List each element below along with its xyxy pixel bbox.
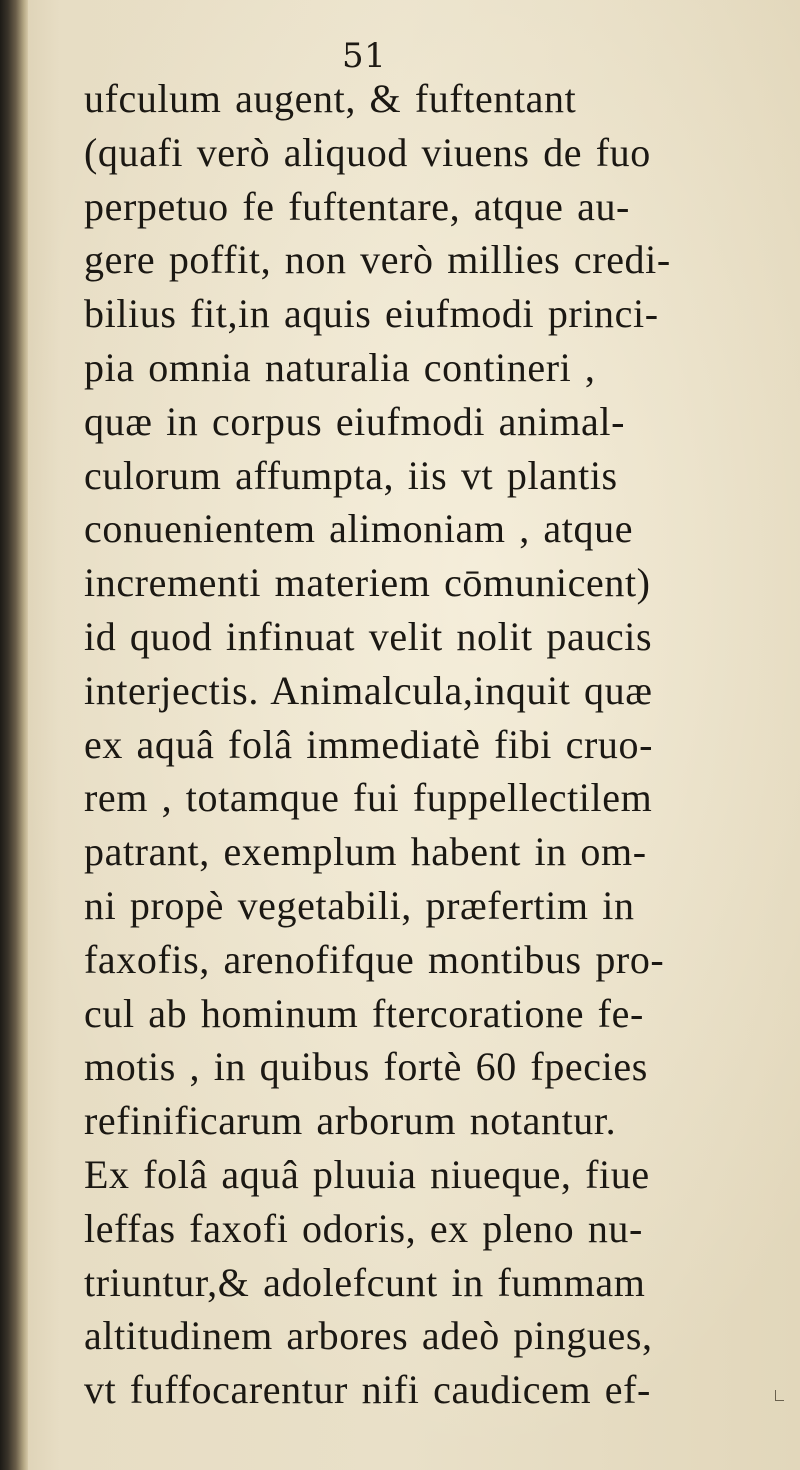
text-line: incrementi materiem cōmunicent) — [84, 560, 651, 606]
text-line: altitudinem arbores adeò pingues, — [84, 1313, 653, 1359]
text-body — [84, 72, 774, 1417]
text-line: quæ in corpus eiufmodi animal- — [84, 398, 626, 444]
text-line: ex aquâ folâ immediatè fibi cruo- — [84, 721, 654, 767]
text-line: (quafi verò aliquod viuens de fuo — [84, 129, 651, 175]
text-line: rem , totamque fui fuppellectilem — [84, 775, 653, 821]
corner-mark — [775, 1390, 784, 1401]
text-line: triuntur,& adolefcunt in fummam — [84, 1259, 646, 1305]
text-line: perpetuo fe fuftentare, atque au- — [84, 183, 630, 229]
text-line: leffas faxofi odoris, ex pleno nu- — [84, 1205, 643, 1251]
text-line: bilius fit,in aquis eiufmodi princi- — [84, 291, 659, 337]
text-line: faxofis, arenofifque montibus pro- — [84, 936, 665, 982]
book-binding-gutter — [0, 0, 28, 1470]
text-line: pia omnia naturalia contineri , — [84, 344, 596, 390]
text-line: refinificarum arborum notantur. — [84, 1098, 617, 1144]
text-line: vt fuffocarentur nifi caudicem ef- — [84, 1367, 651, 1413]
text-line: cul ab hominum ftercoratione fe- — [84, 990, 644, 1036]
text-line: ufculum augent, & fuftentant — [84, 76, 577, 121]
text-line: culorum affumpta, iis vt plantis — [84, 452, 618, 498]
text-line: id quod infinuat velit nolit paucis — [84, 613, 653, 659]
text-line: patrant, exemplum habent in om- — [84, 829, 647, 875]
text-line: Ex folâ aquâ pluuia niueque, fiue — [84, 1151, 650, 1197]
text-line: motis , in quibus fortè 60 fpecies — [84, 1044, 648, 1090]
text-line: ni propè vegetabili, præfertim in — [84, 882, 635, 928]
text-line: interjectis. Animalcula,inquit quæ — [84, 667, 653, 713]
text-line: conuenientem alimoniam , atque — [84, 506, 634, 552]
page-number: 51 — [342, 36, 387, 76]
text-line: gere poffit, non verò millies credi- — [84, 237, 671, 283]
